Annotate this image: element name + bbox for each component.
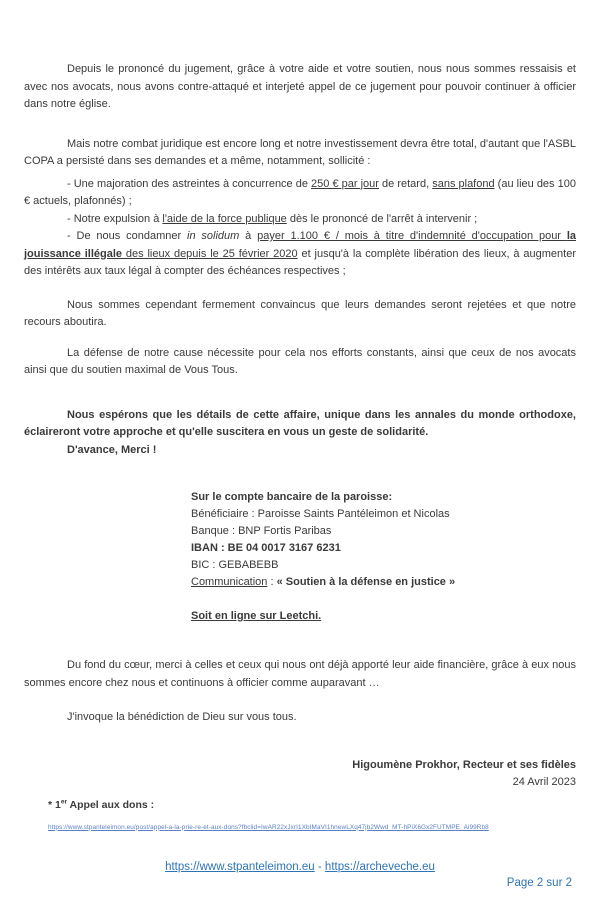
text-segment: D'avance, Merci ! [67, 443, 157, 456]
text-segment: à [239, 230, 258, 242]
footer-links [0, 859, 600, 877]
footer-link-stpanteleimon[interactable]: https://www.stpanteleimon.eu [165, 861, 315, 873]
text-segment: Higoumène Prokhor, Recteur et ses fidèles [352, 758, 576, 771]
text-segment: - Notre expulsion à [67, 212, 163, 225]
para-merci [24, 657, 576, 692]
footer-link-archeveche[interactable]: https://archeveche.eu [324, 861, 435, 873]
text-segment: Nous sommes cependant fermement convaincus que leurs demandes seront rejetées et que notre recours aboutira. [24, 298, 576, 328]
text-segment: Appel aux dons : [67, 799, 155, 811]
bank-details-block [191, 489, 576, 625]
para-convaincus [24, 297, 576, 332]
para-combat [24, 136, 576, 171]
bank-name [191, 523, 576, 540]
text-segment: in solidum [187, 230, 240, 242]
bank-iban [191, 540, 576, 557]
signature-name [24, 757, 576, 775]
text-segment: Nous espérons que les détails de cette affaire, unique dans les annales du monde orthodoxe, éclaireront votre approche et qu'elle suscitera en vous un geste de solidarité. [24, 408, 576, 438]
text-segment: de retard, [378, 177, 433, 190]
text-segment: * 1 [48, 799, 61, 811]
text-segment: payer 1.100 € / mois à titre d'indemnité d'occupation pour [257, 230, 567, 242]
page-number: Page 2 sur 2 [506, 877, 572, 889]
text-segment: er [60, 798, 67, 806]
text-segment: Soit en ligne sur Leetchi. [191, 610, 322, 622]
text-segment: : [267, 576, 277, 588]
footnote-block [48, 797, 570, 836]
text-segment: et jusqu'à la complète libération des lieux, à augmenter des intérêts aux taux légal à compter des échéances respectives ; [24, 247, 576, 277]
text-segment: - De nous condamner [67, 230, 187, 242]
para-defense [24, 345, 576, 380]
text-segment: IBAN : BE 04 0017 3167 6231 [191, 542, 341, 554]
footnote-link[interactable]: https://www.stpanteleimon.eu/post/appel-a-la-prie-re-et-aux-dons?fbclid=IwAR22xJxrI1XbIMaVI1hnewLXq47jb2Wwd_MT-hPiX6Gx2FUTMPE_Ai99Rb8 [48, 823, 489, 831]
bank-communication [191, 574, 576, 591]
leetchi-line [191, 608, 576, 625]
text-segment: l'aide de la force publique [162, 212, 287, 225]
text-segment: 24 Avril 2023 [512, 776, 576, 788]
text-segment: Communication [191, 576, 268, 588]
para-jugement [24, 61, 576, 114]
text-segment: « Soutien à la défense en justice » [276, 576, 456, 588]
bullet-astreintes [24, 176, 576, 211]
text-segment: 250 € par jour [311, 177, 379, 190]
footer-link-separator: - [314, 861, 325, 873]
text-segment: Du fond du cœur, merci à celles et ceux qui nous ont déjà apporté leur aide financière, grâce à eux nous sommes encore chez nous et continuons à officier comme auparavant … [24, 659, 576, 689]
signature-date [24, 774, 576, 792]
text-segment: Depuis le prononcé du jugement, grâce à votre aide et votre soutien, nous nous sommes ressaisis et avec nos avocats, nous avons contre-attaqué et interjeté appel de ce jugement pour pouvoir continuer à officier dans notre église. [24, 63, 576, 110]
text-segment: des lieux depuis le 25 février 2020 [122, 247, 298, 260]
para-davance [24, 442, 576, 460]
text-segment: Sur le compte bancaire de la paroisse: [191, 491, 393, 503]
text-segment: dès le prononcé de l'arrêt à intervenir ; [286, 212, 478, 225]
text-segment: Mais notre combat juridique est encore long et notre investissement devra être total, d'autant que l'ASBL COPA a persisté dans ses demandes et a même, notamment, sollicité : [24, 137, 576, 167]
para-benediction [24, 709, 576, 727]
text-segment: (au lieu des 100 € actuels, plafonnés) ; [24, 177, 576, 207]
text-segment: - Une majoration des astreintes à concurrence de [67, 177, 312, 190]
text-segment: Banque : BNP Fortis Paribas [191, 525, 332, 537]
bullet-expulsion [24, 211, 576, 229]
text-segment: J'invoque la bénédiction de Dieu sur vous tous. [67, 711, 297, 723]
bank-title [191, 489, 576, 506]
text-segment: Bénéficiaire : Paroisse Saints Pantéleimon et Nicolas [191, 508, 450, 520]
signature-block [24, 757, 576, 792]
letter-body [24, 61, 576, 792]
bullet-condamner [24, 228, 576, 281]
para-esperons [24, 407, 576, 442]
text-segment: sans plafond [432, 177, 495, 190]
bank-beneficiary [191, 506, 576, 523]
bank-bic [191, 557, 576, 574]
text-segment: la jouissance illégale [24, 230, 576, 260]
text-segment: BIC : GEBABEBB [191, 559, 279, 571]
footnote-label [48, 799, 154, 811]
text-segment: La défense de notre cause nécessite pour cela nos efforts constants, ainsi que ceux de nos avocats ainsi que du soutien maximal de Vous Tous. [24, 346, 576, 376]
